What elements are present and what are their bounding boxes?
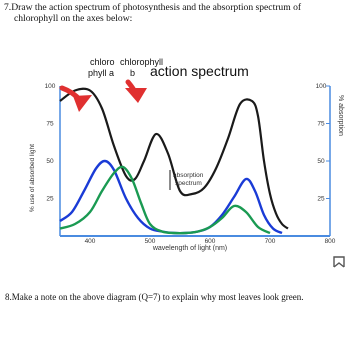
x-tick-label: 700: [264, 238, 276, 245]
y-tick-label-left: 25: [46, 195, 54, 203]
y-tick-label-right: 50: [317, 158, 325, 165]
x-tick-label: 800: [324, 238, 336, 245]
y-tick-label-right: 25: [317, 195, 325, 203]
question-8: 8.Make a note on the above diagram (Q=7) to explain why most leaves look green.: [5, 292, 304, 302]
chlorophyll-b-label-line-2: b: [130, 68, 136, 78]
x-tick-label: 500: [144, 238, 156, 245]
y-tick-label-left: 100: [44, 83, 56, 90]
x-axis-label: wavelength of light (nm): [152, 245, 228, 252]
chlorophyll-b-label-line-1: chlorophyll: [120, 57, 164, 67]
y-tick-label-right: 100: [315, 83, 327, 90]
chlorophyll-a-label-line-1: chloro: [90, 57, 115, 67]
right-axis-label: % absorption: [337, 95, 344, 136]
chlorophyll-a-label-line-2: phyll a: [88, 68, 115, 78]
y-tick-label-left: 50: [46, 158, 54, 165]
action-spectrum-label: action spectrum: [150, 63, 249, 79]
left-axis-label: % use of absorbed light: [29, 144, 36, 212]
absorption-spectrum-label-line-2: spectrum: [175, 180, 202, 187]
y-tick-label-left: 75: [46, 120, 54, 128]
bookmark-icon: [332, 255, 346, 269]
x-tick-label: 600: [204, 238, 216, 245]
question-7-line-2: chlorophyll on the axes below:: [14, 13, 133, 24]
absorption-spectrum-label-line-1: absorption: [173, 172, 204, 179]
x-tick-label: 400: [84, 238, 96, 245]
question-7-line-1: 7.Draw the action spectrum of photosynthesis and the absorption spectrum of: [4, 2, 302, 13]
y-tick-label-right: 75: [317, 120, 325, 128]
